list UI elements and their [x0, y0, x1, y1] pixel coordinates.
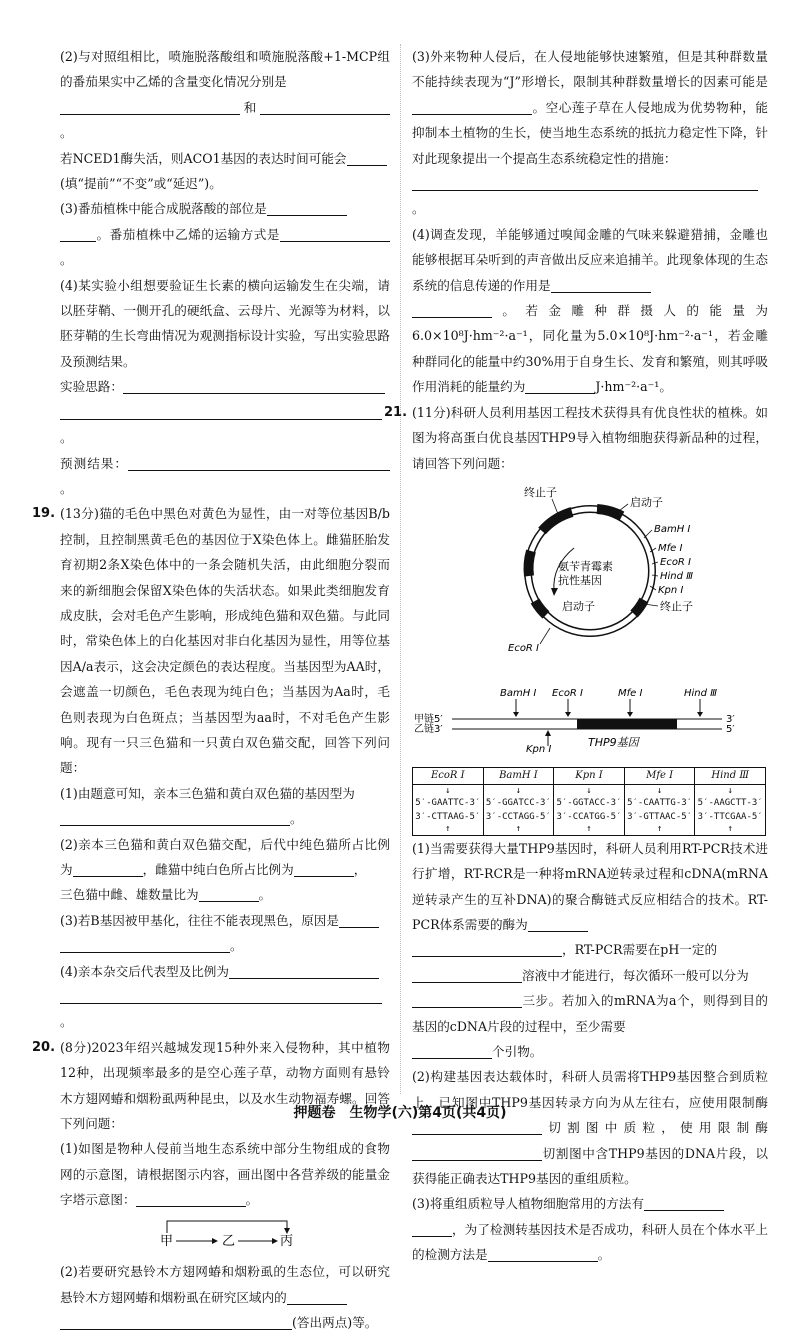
q21-part1c: 溶液中才能进行，每次循环一般可以分为: [522, 967, 749, 983]
food-web-diagram: [60, 1213, 390, 1251]
q18-part3b: 。番茄植株中乙烯的运输方式是: [96, 226, 280, 242]
column-divider: [400, 44, 401, 1094]
label-terminator-right: 终止子: [660, 599, 693, 613]
label-promoter-inner: 启动子: [562, 599, 595, 613]
enzyme-seq-top: 5′-CAATTG-3′: [627, 797, 693, 808]
thp9-gene-block: [577, 719, 677, 729]
terminator-segment-right: [634, 600, 644, 614]
q21-part1d: 三步。若加入的mRNA为a个，则得到目的基因的cDNA片段的过程中，至少需要: [412, 993, 768, 1034]
food-web-yi: 乙: [222, 1233, 236, 1249]
food-web-bing: 丙: [280, 1233, 294, 1249]
question-21: 21. (11分)科研人员利用基因工程技术获得具有优良性状的植株。如图为将高蛋白优良基因THP9导入植物细胞获得新品种的过程，请回答下列问题： 终止子 启动子 氨苄青霉素 抗性基因 启动子 BamH Ⅰ Mfe Ⅰ EcoR Ⅰ Hind Ⅲ Kpn Ⅰ 终止子 EcoR Ⅰ BamH Ⅰ EcoR Ⅰ Mfe Ⅰ Hind Ⅲ 甲链5′ 乙链3′ 3′ 5′ Kpn Ⅰ THP9基因 EcoR Ⅰ BamH Ⅰ Kpn Ⅰ Mfe Ⅰ Hind Ⅲ ↓ 5′-GAATTC-3′ 3′-CTTAAG-5′ ↑ ↓ 5′-GGATCC-3′ 3′-CCTAGG-5′ ↑ ↓ 5′-GGTACC-3′ 3′-CCATGG-5′ ↑ ↓ 5′-CAATTG-3′ 3′-GTTAAC-5′ ↑ ↓ 5′-AAGCTT-3′ 3′-TTCGAA-5′ ↑ (1)当需要获得大量THP9基因时，科研人员利用RT-PCR技术进行扩增，RT-RCR是一种将mRNA逆转录过程和cDNA(mRNA逆转录产生的互补DNA)的聚合酶链式反应相结合的技术。RT-PCR体系需要的酶为 ，RT-PCR需要在pH一定的 溶液中才能进行，每次循环一般可以分为 三步。若加入的mRNA为a个，则得到目的基因的cDNA片段的过程中，至少需要 个引物。 (2)构建基因表达载体时，科研人员需将THP9基因整合到质粒上，已知图中THP9基因转录方向为从左往右，应使用限制酶切割图中质粒，使用限制酶切割图中含THP9基因的DNA片段，以获得能正确表达THP9基因的重组质粒。 (3)将重组质粒导人植物细胞常用的方法有 ，为了检测转基因技术是否成功，科研人员在个体水平上的检测方法是 。: [412, 400, 768, 1268]
q18-part3a: (3)番茄植株中能合成脱落酸的部位是: [60, 201, 267, 217]
thp9-gene-label: THP9基因: [588, 736, 639, 750]
q21-part2a: (2)构建基因表达载体时，科研人员需将THP9基因整合到质粒上，已知图中THP9基因转录方向为从左往右，应使用限制酶: [412, 1069, 768, 1110]
label-site-kpn1: Kpn Ⅰ: [658, 584, 684, 596]
enzyme-seq-bottom: 3′-CCTAGG-5′: [485, 811, 551, 822]
enzyme-seq-top: 5′-GGTACC-3′: [556, 797, 622, 808]
q20-part3b: 。空心莲子草在人侵地成为优势物种，能抑制本土植物的生长，使当地生态系统的抵抗力稳定性下降，针对此现象提出一个提高生态系统稳定性的措施：: [412, 99, 768, 166]
enzyme-header: Hind Ⅲ: [695, 767, 766, 784]
q20-number: 20.: [32, 1039, 56, 1055]
label-resistance-1: 氨苄青霉素: [558, 559, 613, 573]
q19-part2b: ，雌猫中纯白色所占比例为: [142, 862, 294, 877]
strand-b-end: 5′: [726, 724, 735, 736]
label-site-hind3: Hind Ⅲ: [660, 570, 694, 582]
enzyme-seq-top: 5′-GGATCC-3′: [485, 797, 551, 808]
label-site-bamh1: BamH Ⅰ: [654, 523, 691, 535]
enzyme-seq-bottom: 3′-CTTAAG-5′: [415, 811, 481, 822]
gene-fragment-diagram: [412, 684, 768, 756]
label-site-mfe1: Mfe Ⅰ: [658, 542, 683, 554]
question-20-continued: (3)外来物种人侵后，在人侵地能够快速繁殖，但是其种群数量不能持续表现为“J”形增长，限制其种群数量增长的因素可能是。空心莲子草在人侵地成为优势物种，能抑制本土植物的生长，使当地生态系统的抵抗力稳定性下降，针对此现象提出一个提高生态系统稳定性的措施： 。 (4)调查发现，羊能够通过嗅闻金雕的气味来躲避猎捕，金雕也能够根据耳朵听到的声音做出反应来追捕羊。此现象体现的生态系统的信息传递的作用是 。若金雕种群摄人的能量为6.0×10⁸J·hm⁻²·a⁻¹，同化量为5.0×10⁸J·hm⁻²·a⁻¹，若金雕种群同化的能量中约30%用于自身生长、发育和繁殖，则其呼吸作用消耗的能量约为 J·hm⁻²·a⁻¹。: [412, 49, 768, 395]
enzyme-header: BamH Ⅰ: [483, 767, 554, 784]
q21-part1e: 个引物。: [492, 1043, 543, 1059]
q18-part4: (4)某实验小组想要验证生长素的横向运输发生在尖端，请以胚芽鞘、一侧开孔的硬纸盒、云母片、光源等为材料，以胚芽鞘的生长弯曲情况为观测指标设计实验，写出实验思路及预测结果。: [60, 277, 390, 369]
q18-part2b: 若NCED1酶失活，则ACO1基因的表达时间可能会: [60, 150, 347, 166]
terminator-segment-top: [542, 512, 572, 531]
q21-part1a: (1)当需要获得大量THP9基因时，科研人员利用RT-PCR技术进行扩增，RT-RCR是一种将mRNA逆转录过程和cDNA(mRNA逆转录产生的互补DNA)的聚合酶链式反应相结合的技术。RT-PCR体系需要的酶为: [412, 840, 768, 932]
q20-part2b: (答出两点)等。: [292, 1314, 378, 1330]
label-promoter-top: 启动子: [630, 495, 663, 509]
q21-part2b: 切割图中质粒，使用限制酶: [542, 1120, 768, 1136]
gene-site-mfe1: Mfe Ⅰ: [618, 688, 643, 700]
enzyme-seq-top: 5′-GAATTC-3′: [415, 797, 481, 808]
q20-part4a: (4)调查发现，羊能够通过嗅闻金雕的气味来躲避猎捕，金雕也能够根据耳朵听到的声音做出反应来追捕羊。此现象体现的生态系统的信息传递的作用是: [412, 226, 768, 293]
question-19: 19. (13分)猫的毛色中黑色对黄色为显性，由一对等位基因B/b控制，且控制黑黄毛色的基因位于X染色体上。雌猫胚胎发育初期2条X染色体中的一条会随机失活，由此细胞分裂而来的新细胞会保留X染色体的失活状态。如果此类细胞发育成皮肤，会对毛色产生影响，形成纯色猫和双色猫。与此同时，常染色体上的白化基因对非白化基因为显性，用等位基因A/a表示，这会决定颜色的表达程度。当基因型为AA时，会遮盖一切颜色，毛色表现为纯白色；当基因为Aa时，毛色则表现为白色斑点；当基因型为aa时，不对毛色产生影响。现有一只三色猫和一只黄白双色猫交配，回答下列问题： (1)由题意可知，亲本三色猫和黄白双色猫的基因型为 。 (2)亲本三色猫和黄白双色猫交配，后代中纯色猫所占比例为 ，雌猫中纯白色所占比例为 ， 三色猫中雌、雄数量比为 。 (3)若B基因被甲基化，往往不能表现黑色，原因是 。 (4)亲本杂交后代表型及比例为 。: [60, 501, 390, 1035]
q18-result-label: 预测结果：: [60, 455, 128, 471]
left-column: [32, 44, 390, 1335]
q19-part2c: 三色猫中雌、雄数量比为: [60, 887, 199, 903]
label-site-ecor1: EcoR Ⅰ: [660, 556, 692, 568]
q20-part2a: (2)若要研究悬铃木方翅网蝽和烟粉虱的生态位，可以研究悬铃木方翅网蝽和烟粉虱在研究区域内的: [60, 1264, 390, 1305]
q19-number: 19.: [32, 506, 56, 522]
enzyme-header: Mfe Ⅰ: [624, 767, 695, 784]
promoter-segment-inner: [535, 601, 546, 615]
gene-site-kpn1: Kpn Ⅰ: [526, 744, 552, 756]
gene-site-bamh1: BamH Ⅰ: [500, 688, 537, 700]
question-18-continued: (2)与对照组相比，喷施脱落酸组和喷施脱落酸+1-MCP组的番茄果实中乙烯的含量变化情况分别是 和。 若NCED1酶失活，则ACO1基因的表达时间可能会 (填“提前”“不变”或“延迟”)。 (3)番茄植株中能合成脱落酸的部位是 。番茄植株中乙烯的运输方式是。 (4)某实验小组想要验证生长素的横向运输发生在尖端，请以胚芽鞘、一侧开孔的硬纸盒、云母片、光源等为材料，以胚芽鞘的生长弯曲情况为观测指标设计实验，写出实验思路及预测结果。 实验思路： 。 预测结果：。: [60, 44, 390, 501]
enzyme-seq-bottom: 3′-GTTAAC-5′: [627, 811, 693, 822]
q20-part1: (1)如图是物种人侵前当地生态系统中部分生物组成的食物网的示意图，请根据图示内容，画出图中各营养级的能量金字塔示意图：: [60, 1141, 390, 1208]
label-resistance-2: 抗性基因: [558, 573, 602, 587]
food-web-jia: 甲: [160, 1233, 174, 1249]
q19-stem: (13分)猫的毛色中黑色对黄色为显性，由一对等位基因B/b控制，且控制黑黄毛色的基因位于X染色体上。雌猫胚胎发育初期2条X染色体中的一条会随机失活，由此细胞分裂而来的新细胞会保留X染色体的失活状态。如果此类细胞发育成皮肤，会对毛色产生影响，形成纯色猫和双色猫。与此同时，常染色体上的白化基因对非白化基因为显性，用等位基因A/a表示，这会决定颜色的表达程度。当基因型为AA时，会遮盖一切颜色，毛色表现为纯白色；当基因为Aa时，毛色则表现为白色斑点；当基因型为aa时，不对毛色产生影响。现有一只三色猫和一只黄白双色猫交配，回答下列问题：: [60, 506, 390, 776]
enzyme-seq-bottom: 3′-CCATGG-5′: [556, 811, 622, 822]
q18-part2c: (填“提前”“不变”或“延迟”)。: [60, 176, 222, 192]
resistance-segment: [529, 551, 531, 576]
q20-part4-unit: J·hm⁻²·a⁻¹。: [595, 379, 672, 395]
plasmid-diagram: [412, 476, 768, 676]
gene-site-ecor1: EcoR Ⅰ: [552, 688, 584, 700]
enzyme-seq-bottom: 3′-TTCGAA-5′: [697, 811, 763, 822]
label-ecor1-left: EcoR Ⅰ: [508, 642, 540, 654]
strand-b-label: 乙链3′: [414, 724, 443, 736]
restriction-enzyme-table: EcoR Ⅰ BamH Ⅰ Kpn Ⅰ Mfe Ⅰ Hind Ⅲ ↓ 5′-GAATTC-3′ 3′-CTTAAG-5′ ↑ ↓ 5′-GGATCC-3′ 3′-CCTAGG-5′ ↑ ↓ 5′-GGTACC-3′ 3′-CCATGG-5′ ↑ ↓ 5′-CAATTG-3′ 3′-GTTAAC-5′ ↑ ↓ 5′-AAGCTT-3′ 3′-TTCGAA-5′ ↑: [412, 767, 766, 836]
q21-part1b: ，RT-PCR需要在pH一定的: [562, 942, 718, 958]
label-terminator-top: 终止子: [524, 485, 557, 499]
enzyme-header: Kpn Ⅰ: [554, 767, 625, 784]
q18-and: 和: [240, 99, 260, 115]
strand-a-label: 甲链5′: [414, 714, 443, 726]
q21-number: 21.: [384, 404, 408, 420]
q20-part3a: (3)外来物种人侵后，在人侵地能够快速繁殖，但是其种群数量不能持续表现为“J”形增长，限制其种群数量增长的因素可能是: [412, 49, 768, 90]
q21-part3b: ，为了检测转基因技术是否成功，科研人员在个体水平上的检测方法是: [412, 1221, 768, 1263]
question-20: 20. (8分)2023年绍兴越城发现15种外来入侵物种，其中植物12种，出现频率最多的是空心莲子草，动物方面则有悬铃木方翅网蝽和烟粉虱两种昆虫，以及水生动物福寿螺。回答下列问题： (1)如图是物种人侵前当地生态系统中部分生物组成的食物网的示意图，请根据图示内容，画出图中各营养级的能量金字塔示意图： 。 甲 乙 丙 (2)若要研究悬铃木方翅网蝽和烟粉虱的生态位，可以研究悬铃木方翅网蝽和烟粉虱在研究区域内的 (答出两点)等。: [60, 1035, 390, 1335]
gene-site-hind3: Hind Ⅲ: [684, 688, 718, 700]
q19-part3: (3)若B基因被甲基化，往往不能表现黑色，原因是: [60, 912, 339, 928]
strand-a-end: 3′: [726, 714, 735, 726]
q19-part1: (1)由题意可知，亲本三色猫和黄白双色猫的基因型为: [60, 785, 355, 801]
q20-stem: (8分)2023年绍兴越城发现15种外来入侵物种，其中植物12种，出现频率最多的是空心莲子草，动物方面则有悬铃木方翅网蝽和烟粉虱两种昆虫，以及水生动物福寿螺。回答下列问题：: [60, 1039, 390, 1132]
q19-part2a: (2)亲本三色猫和黄白双色猫交配，后代中纯色猫所占比例为: [60, 836, 390, 877]
q21-part2c: 切割图中含THP9基因的DNA片段，以获得能正确表达THP9基因的重组质粒。: [412, 1145, 768, 1186]
q21-stem: (11分)科研人员利用基因工程技术获得具有优良性状的植株。如图为将高蛋白优良基因THP9导入植物细胞获得新品种的过程，请回答下列问题：: [412, 404, 768, 471]
q19-part4: (4)亲本杂交后代表型及比例为: [60, 963, 229, 979]
q18-part2-text: (2)与对照组相比，喷施脱落酸组和喷施脱落酸+1-MCP组的番茄果实中乙烯的含量变化情况分别是: [60, 49, 390, 90]
q20-part4b: 。若金雕种群摄人的能量为6.0×10⁸J·hm⁻²·a⁻¹，同化量为5.0×10⁸J·hm⁻²·a⁻¹，若金雕种群同化的能量中约30%用于自身生长、发育和繁殖，则其呼吸作用消耗的能量约为: [412, 303, 768, 395]
enzyme-header: EcoR Ⅰ: [413, 767, 484, 784]
q21-part3a: (3)将重组质粒导人植物细胞常用的方法有: [412, 1196, 644, 1212]
page-footer: 押题卷 生物学(六)第4页(共4页): [293, 1105, 507, 1121]
promoter-segment-top: [597, 509, 622, 516]
q18-idea-label: 实验思路：: [60, 379, 123, 395]
enzyme-seq-top: 5′-AAGCTT-3′: [697, 797, 763, 808]
